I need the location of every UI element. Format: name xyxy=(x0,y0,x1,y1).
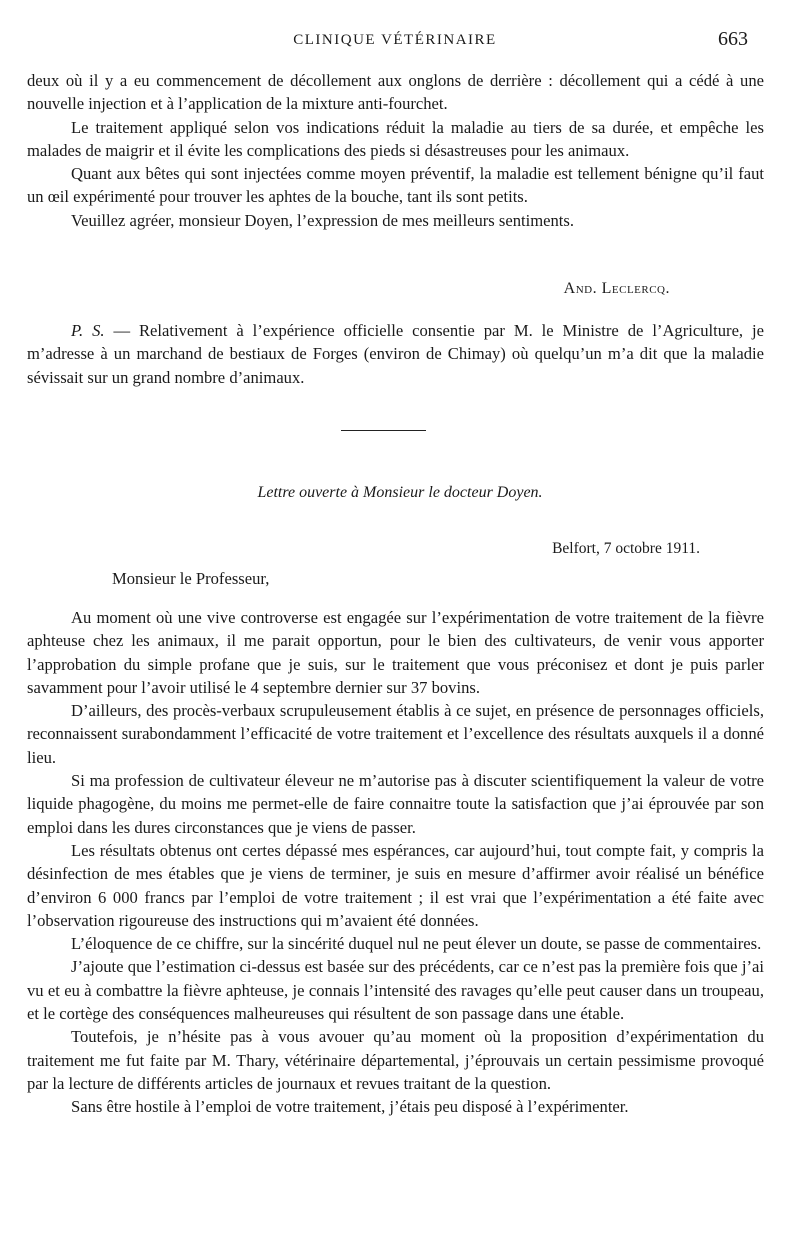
paragraph: Quant aux bêtes qui sont injectées comme moyen préventif, la maladie est tellement bénigne qu’il faut un œil expérimenté pour trouver les aphtes de la bouche, tant ils sont petits. xyxy=(27,164,764,207)
paragraph: D’ailleurs, des procès-verbaux scrupuleusement établis à ce sujet, en présence de personnages officiels, reconnaissent surabondamment l’efficacité de votre traitement et l’excellence des résultats auxquels il a donné lieu. xyxy=(27,701,764,767)
letter-heading: Lettre ouverte à Monsieur le docteur Doyen. xyxy=(257,484,543,501)
paragraph: L’éloquence de ce chiffre, sur la sincérité duquel nul ne peut élever un doute, se passe de commentaires. xyxy=(71,934,762,954)
page-number: 663 xyxy=(718,28,748,50)
paragraph: Toutefois, je n’hésite pas à vous avouer qu’au moment où la proposition d’expérimentation du traitement me fut faite par M. Thary, vétérinaire départemental, j’éprouvais un certain pessimisme provoqué par la lecture de différents articles de journaux et revues traitant de la question. xyxy=(27,1027,764,1093)
postscript-mark: P. S. xyxy=(71,321,105,340)
postscript xyxy=(27,319,764,389)
paragraph: Si ma profession de cultivateur éleveur ne m’autorise pas à discuter scientifiquement la valeur de votre liquide phagogène, du moins me permet-elle de faire connaitre toute la satisfaction que j’ai éprouvée par son emploi dans les dures circonstances que je viens de passer. xyxy=(27,771,764,837)
intro-section xyxy=(27,69,764,232)
paragraph: Le traitement appliqué selon vos indications réduit la maladie au tiers de sa durée, et empêche les malades de maigrir et il évite les complications des pieds si désastreuses pour les animaux. xyxy=(27,117,764,160)
section-divider xyxy=(341,430,426,431)
signature: And. Leclercq. xyxy=(563,280,670,297)
paragraph: Au moment où une vive controverse est engagée sur l’expérimentation de votre traitement de la fièvre aphteuse chez les animaux, il me parait opportun, pour le bien des cultivateurs, de venir vous apporter l’approbation du simple profane que je suis, sur le traitement que vous préconisez et dont je puis parler savamment pour l’avoir utilisé le 4 septembre dernier sur 37 bovins. xyxy=(27,608,764,697)
letter-date: Belfort, 7 octobre 1911. xyxy=(552,540,700,557)
paragraph: Sans être hostile à l’emploi de votre traitement, j’étais peu disposé à l’expérimenter. xyxy=(71,1097,629,1117)
paragraph: J’ajoute que l’estimation ci-dessus est basée sur des précédents, car ce n’est pas la première fois que j’ai vu et eu à combattre la fièvre aphteuse, je connais l’intensité des ravages qu’elle peut causer dans un troupeau, et le cortège des conséquences malheureuses qui résultent de son passage dans une étable. xyxy=(27,957,764,1024)
letter-salutation: Monsieur le Professeur, xyxy=(112,569,270,588)
running-header xyxy=(0,28,800,54)
paragraph: Veuillez agréer, monsieur Doyen, l’expression de mes meilleurs sentiments. xyxy=(71,210,574,230)
paragraph: Les résultats obtenus ont certes dépassé mes espérances, car aujourd’hui, tout compte fait, y compris la désinfection de mes étables que je viens de terminer, je suis en mesure d’affirmer avoir réalisé un bénéfice d’environ 6 000 francs par l’emploi de votre traitement ; il est vrai que l’expérimentation a été faite avec l’observation rigoureuse des instructions qui m’avaient été données. xyxy=(27,840,764,930)
paragraph: deux où il y a eu commencement de décollement aux onglons de derrière : décollement qui a cédé à une nouvelle injection et à l’application de la mixture anti-fourchet. xyxy=(27,71,764,114)
running-title: CLINIQUE VÉTÉRINAIRE xyxy=(293,32,497,48)
letter-body xyxy=(27,606,764,1119)
postscript-paragraph xyxy=(27,319,764,389)
postscript-text: — Relativement à l’expérience officielle consentie par M. le Ministre de l’Agriculture, je m’adresse à un marchand de bestiaux de Forges (environ de Chimay) où quelqu’un m’a dit que la maladie sévissait sur un grand nombre d’animaux. xyxy=(27,321,764,387)
